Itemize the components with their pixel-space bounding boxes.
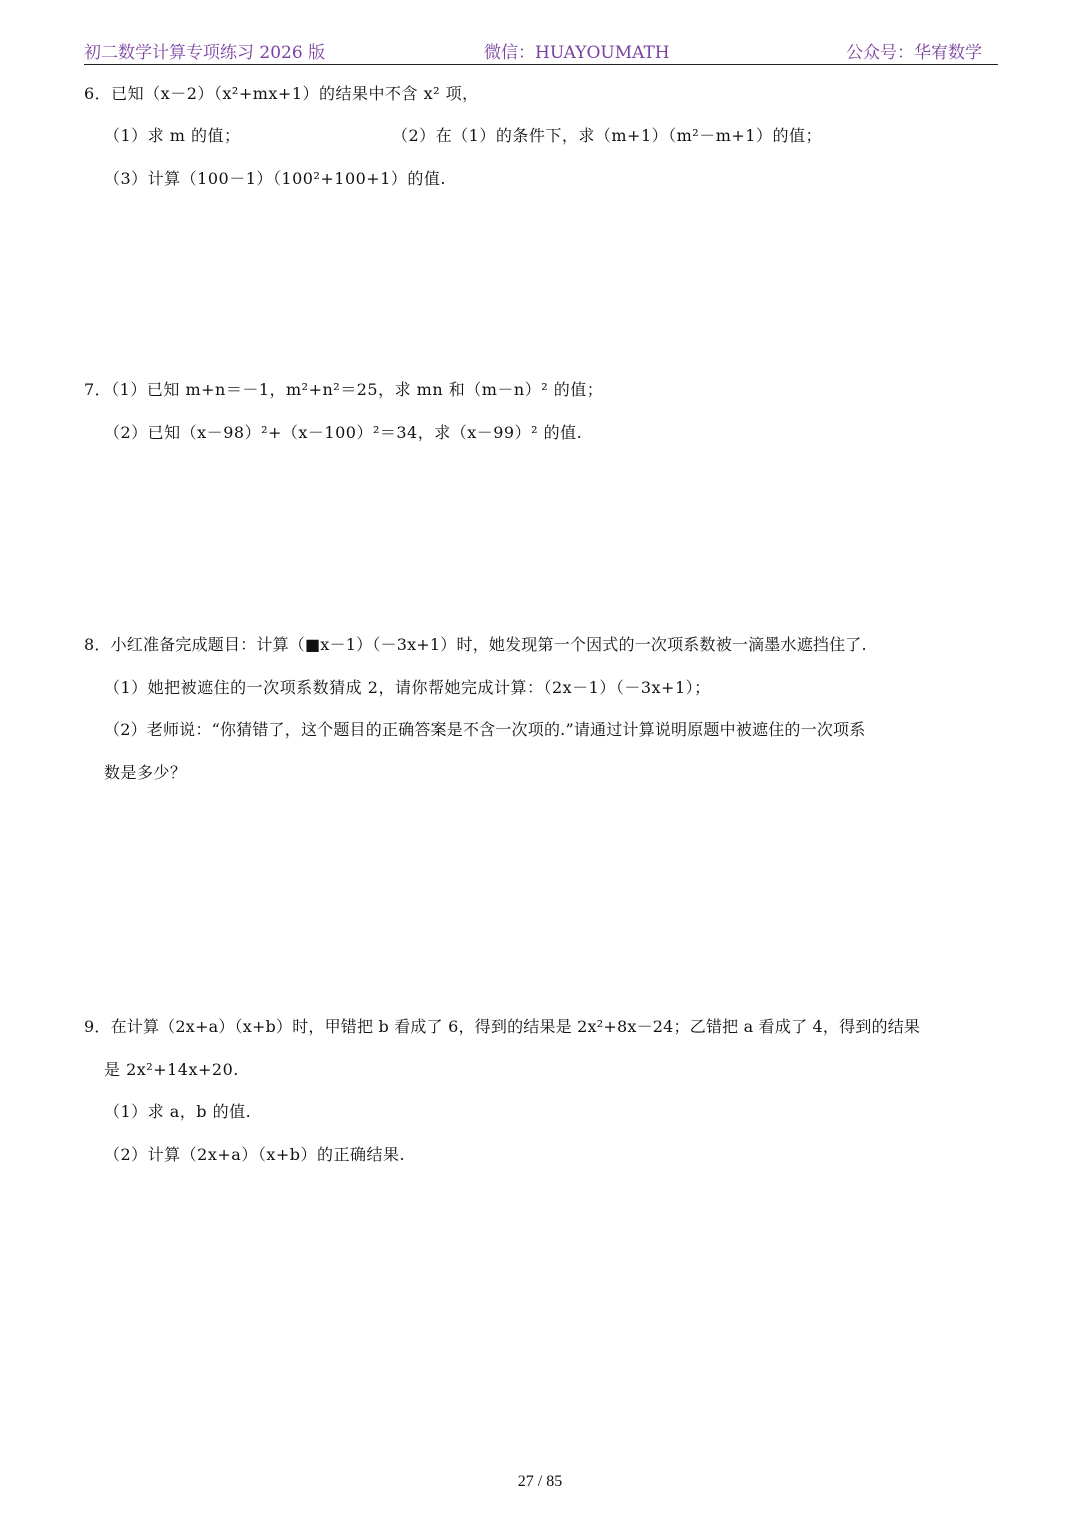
question-9-stem: 9．在计算（2x+a）（x+b）时，甲错把 b 看成了 6，得到的结果是 2x²+8x－24；乙错把 a 看成了 4，得到的结果 xyxy=(84,1017,921,1036)
page-header xyxy=(84,38,998,65)
question-8-part-2-cont: 数是多少？ xyxy=(104,763,187,782)
question-6-part-1: （1）求 m 的值； xyxy=(104,126,241,145)
question-8-part-1: （1）她把被遮住的一次项系数猜成 2，请你帮她完成计算：（2x－1）（－3x+1）； xyxy=(104,678,711,697)
question-9-part-2: （2）计算（2x+a）（x+b）的正确结果. xyxy=(104,1145,406,1164)
page-number: 27 / 85 xyxy=(517,1473,563,1490)
question-6-stem: 6．已知（x－2）（x²+mx+1）的结果中不含 x² 项， xyxy=(84,84,479,103)
header-official-account: 公众号：华宥数学 xyxy=(846,43,982,63)
question-9-part-1: （1）求 a，b 的值. xyxy=(104,1102,252,1121)
question-9-stem-cont: 是 2x²+14x+20. xyxy=(104,1060,239,1079)
question-8-part-2: （2）老师说：“你猜错了，这个题目的正确答案是不含一次项的.”请通过计算说明原题中被遮住的一次项系 xyxy=(104,720,866,739)
header-title: 初二数学计算专项练习 2026 版 xyxy=(84,43,326,63)
question-7-part-1: 7．（1）已知 m+n＝－1，m²+n²＝25，求 mn 和（m－n）² 的值； xyxy=(84,380,604,399)
question-8-stem: 8．小红准备完成题目：计算（■x－1）（－3x+1）时，她发现第一个因式的一次项系数被一滴墨水遮挡住了. xyxy=(84,635,867,654)
question-6-part-3: （3）计算（100－1）（100²+100+1）的值. xyxy=(104,169,446,188)
header-wechat: 微信：HUAYOUMATH xyxy=(484,43,670,63)
question-7-part-2: （2）已知（x－98）²+（x－100）²＝34，求（x－99）² 的值. xyxy=(104,423,583,442)
question-6-part-2: （2）在（1）的条件下，求（m+1）（m²－m+1）的值； xyxy=(392,126,822,145)
